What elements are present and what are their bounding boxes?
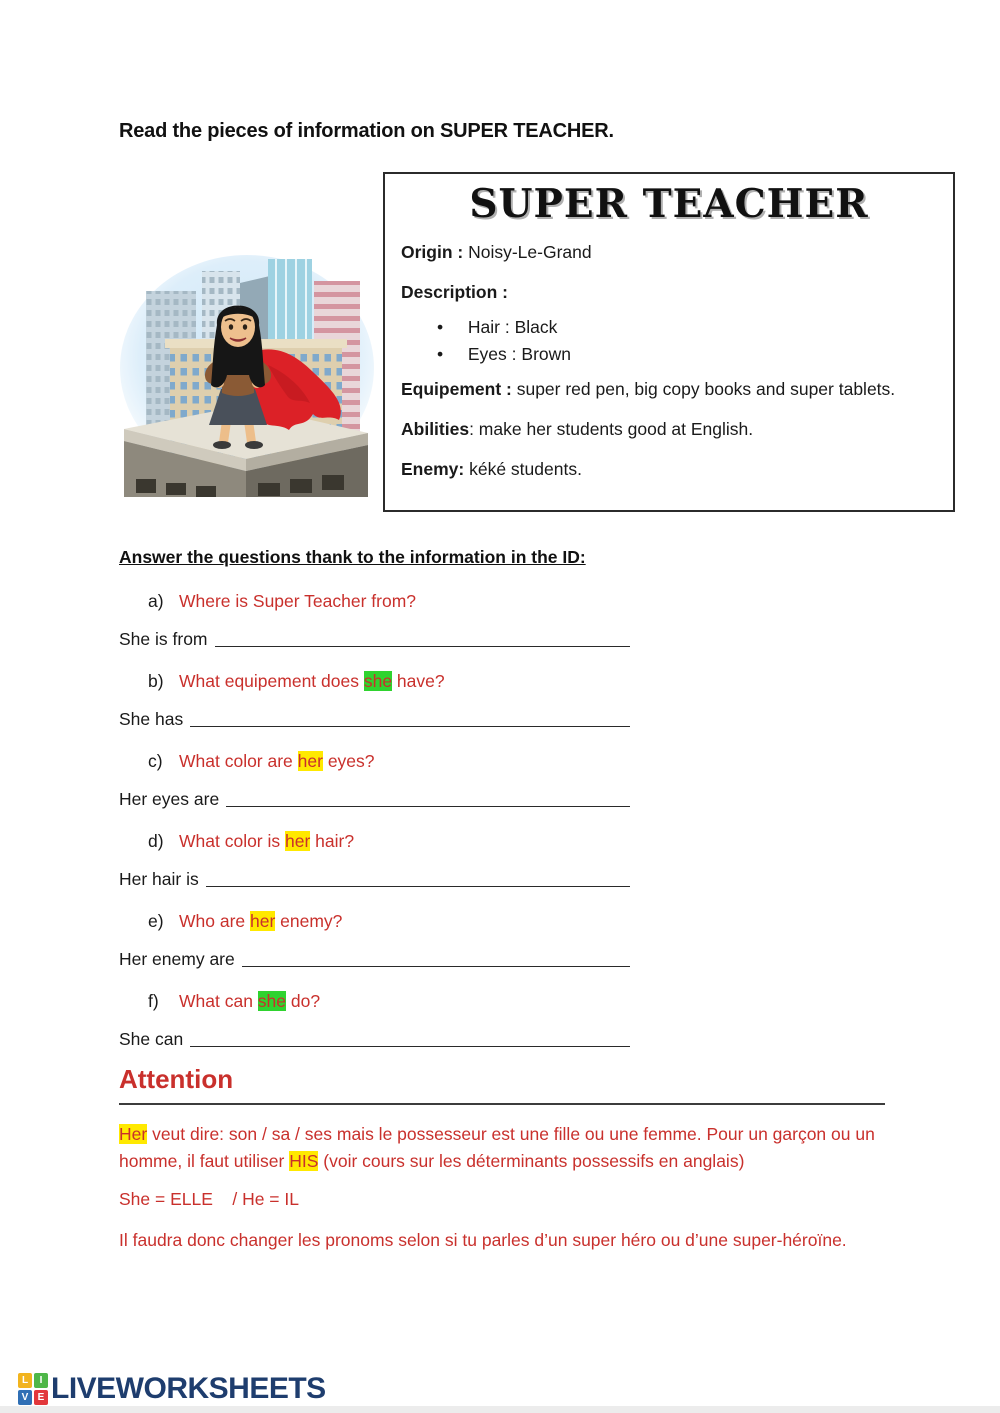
- answer-row-e: [119, 948, 630, 970]
- attention-text-2: (voir cours sur les déterminants possessifs en anglais): [318, 1151, 745, 1171]
- id-card-title: SUPER TEACHER: [469, 181, 869, 227]
- hair-bullet: [437, 314, 937, 341]
- tile-V: V: [18, 1390, 32, 1405]
- pronouns-line: She = ELLE / He = IL: [119, 1189, 299, 1209]
- question-e-letter: e): [148, 911, 164, 931]
- cityscape-hero-image: [118, 253, 376, 497]
- eyes-value: Brown: [521, 344, 571, 364]
- question-d-text: What color is: [179, 831, 285, 851]
- page-title: Read the pieces of information on SUPER TEACHER.: [119, 120, 614, 142]
- liveworksheets-logo: [18, 1372, 326, 1406]
- question-b-text-end: have?: [392, 671, 445, 691]
- hair-value: Black: [514, 317, 558, 337]
- enemy-label: Enemy:: [401, 459, 465, 479]
- answer-row-f: [119, 1028, 630, 1050]
- abilities-label: Abilities: [401, 419, 470, 439]
- enemy-line: [401, 458, 937, 480]
- description-line: [401, 281, 937, 303]
- answer-e-prefix: Her enemy are: [119, 949, 235, 969]
- answer-a-blank[interactable]: [215, 628, 631, 647]
- question-e-text-end: enemy?: [275, 911, 343, 931]
- attention-text-1: veut dire: son / sa / ses mais le possesseur est une fille ou une femme. Pour un garçon ou un homme, il faut utiliser: [119, 1124, 875, 1171]
- answer-c-blank[interactable]: [226, 788, 630, 807]
- bullet-icon: •: [437, 344, 444, 364]
- answer-row-c: [119, 788, 630, 810]
- answer-e-blank[interactable]: [242, 948, 630, 967]
- abilities-value: : make her students good at English.: [469, 419, 754, 439]
- tile-I: I: [34, 1373, 48, 1388]
- attention-divider: [119, 1103, 885, 1105]
- enemy-value: kéké students.: [469, 459, 582, 479]
- question-b-letter: b): [148, 671, 164, 691]
- question-b-text: What equipement does: [179, 671, 364, 691]
- question-c-text: What color are: [179, 751, 298, 771]
- eyes-label: Eyes :: [467, 344, 517, 364]
- highlighted-word-she: she: [363, 671, 393, 691]
- question-a: [148, 590, 416, 612]
- answer-a-prefix: She is from: [119, 629, 208, 649]
- liveworksheets-tiles-icon: [18, 1373, 48, 1405]
- hair-label: Hair :: [467, 317, 510, 337]
- question-f-text: What can: [179, 991, 258, 1011]
- highlighted-word-her: her: [297, 751, 323, 771]
- highlighted-word-Her: Her: [119, 1124, 148, 1144]
- question-c: [148, 750, 375, 772]
- question-f: [148, 990, 320, 1012]
- question-d-letter: d): [148, 831, 164, 851]
- origin-value: Noisy-Le-Grand: [468, 242, 592, 262]
- questions-section: [119, 547, 630, 1067]
- equipement-value: super red pen, big copy books and super tablets.: [516, 379, 896, 399]
- attention-heading: Attention: [119, 1064, 234, 1094]
- page-edge: [0, 1406, 1000, 1413]
- liveworksheets-wordmark: LIVEWORKSHEETS: [51, 1372, 326, 1405]
- question-a-letter: a): [148, 591, 164, 611]
- answer-d-blank[interactable]: [206, 868, 630, 887]
- answer-d-prefix: Her hair is: [119, 869, 199, 889]
- eyes-bullet: [437, 341, 937, 368]
- equipement-line: [401, 378, 937, 400]
- description-label: Description :: [401, 282, 508, 302]
- question-f-text-end: do?: [286, 991, 321, 1011]
- question-b: [148, 670, 445, 692]
- bullet-icon: •: [437, 317, 444, 337]
- tile-L: L: [18, 1373, 32, 1388]
- highlighted-word-her: her: [250, 911, 276, 931]
- answer-b-blank[interactable]: [190, 708, 630, 727]
- question-a-text: Where is Super Teacher from?: [179, 591, 417, 611]
- question-e-text: Who are: [179, 911, 250, 931]
- origin-label: Origin :: [401, 242, 464, 262]
- answer-row-b: [119, 708, 630, 730]
- description-bullets: [401, 314, 937, 368]
- equipement-label: Equipement :: [401, 379, 512, 399]
- tile-E: E: [34, 1390, 48, 1405]
- answer-b-prefix: She has: [119, 709, 184, 729]
- question-f-letter: f): [148, 991, 159, 1011]
- highlighted-word-HIS: HIS: [289, 1151, 319, 1171]
- question-d-text-end: hair?: [310, 831, 355, 851]
- attention-paragraph-2: Il faudra donc changer les pronoms selon si tu parles d’un super héro ou d’une super-héroïne.: [119, 1230, 847, 1250]
- answer-c-prefix: Her eyes are: [119, 789, 220, 809]
- answer-row-d: [119, 868, 630, 890]
- highlighted-word-she: she: [257, 991, 287, 1011]
- question-e: [148, 910, 342, 932]
- answer-row-a: [119, 628, 630, 650]
- origin-line: [401, 241, 937, 263]
- super-teacher-id-card: [383, 172, 955, 512]
- answer-f-prefix: She can: [119, 1029, 184, 1049]
- highlighted-word-her: her: [285, 831, 311, 851]
- question-c-letter: c): [148, 751, 163, 771]
- attention-paragraph-1: [119, 1121, 877, 1175]
- super-teacher-illustration: [118, 253, 376, 497]
- answer-f-blank[interactable]: [190, 1028, 630, 1047]
- question-c-text-end: eyes?: [322, 751, 375, 771]
- question-d: [148, 830, 354, 852]
- questions-instructions: Answer the questions thank to the information in the ID:: [119, 547, 586, 567]
- abilities-line: [401, 418, 937, 440]
